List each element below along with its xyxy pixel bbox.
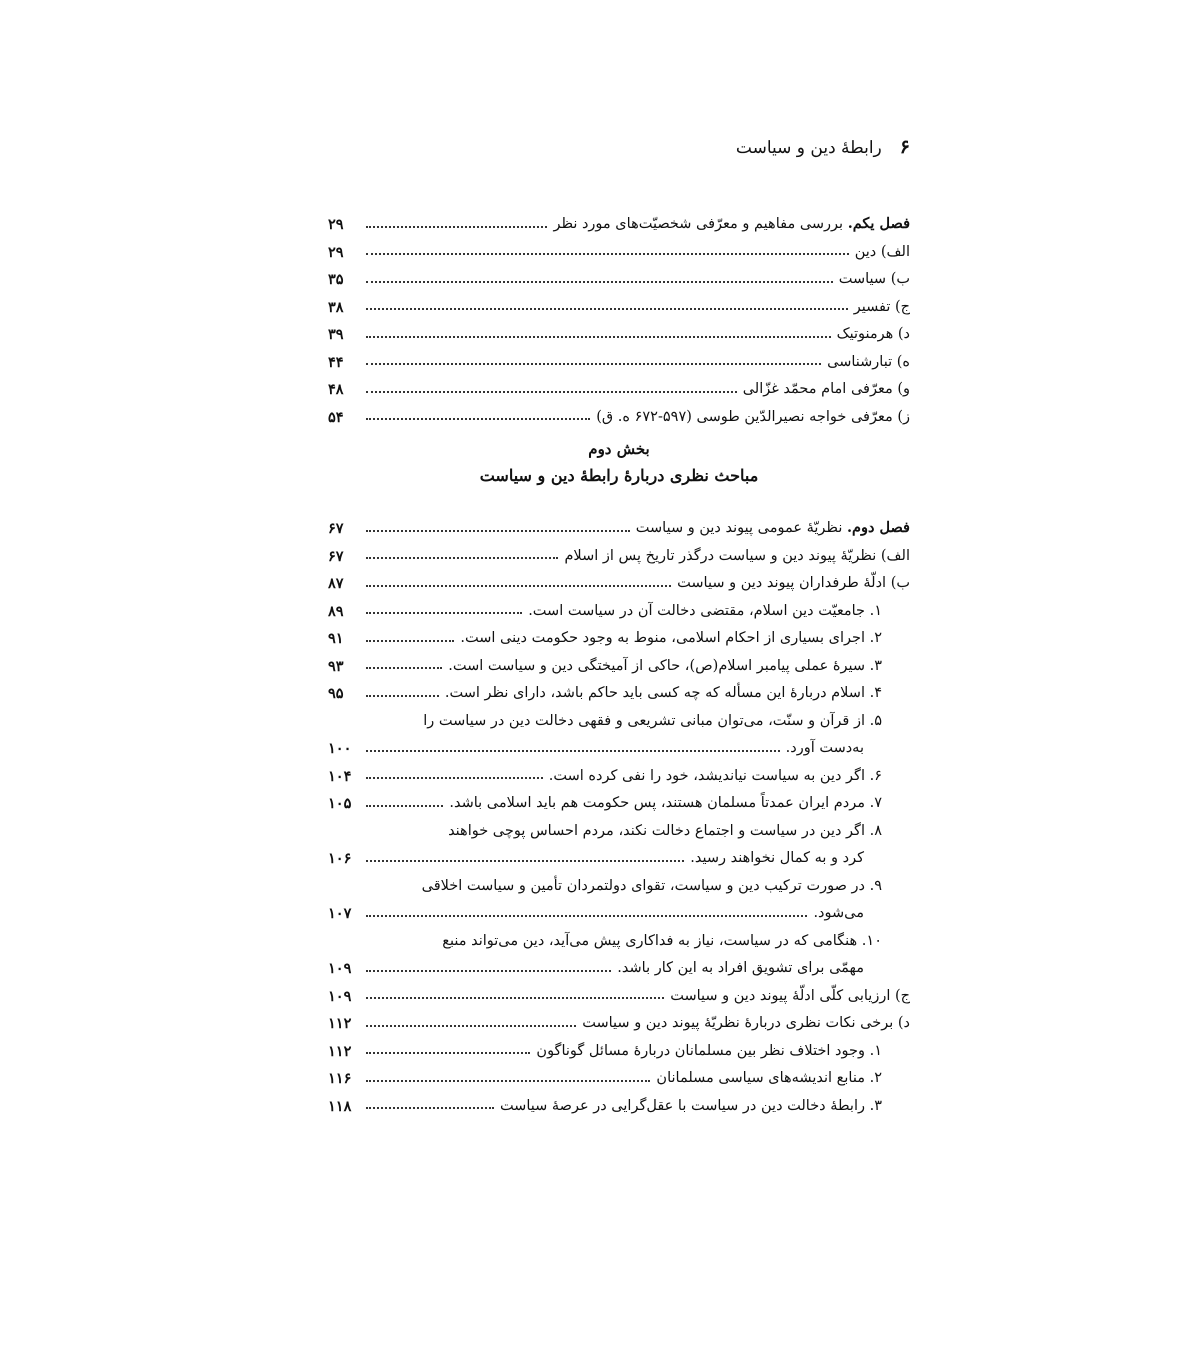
entry-text: ۴. اسلام دربارهٔ این مسأله که چه کسی باید حاکم باشد، دارای نظر است. bbox=[444, 685, 882, 702]
toc-entry[interactable] bbox=[328, 371, 910, 399]
part-2-heading bbox=[328, 440, 910, 494]
toc-entry[interactable] bbox=[328, 785, 910, 813]
entry-text: ۱. وجود اختلاف نظر بین مسلمانان دربارهٔ مسائل گوناگون bbox=[536, 1042, 882, 1059]
chapter-label: فصل یکم. bbox=[847, 215, 910, 233]
toc-entry[interactable] bbox=[328, 399, 910, 427]
leader-dots bbox=[366, 777, 543, 779]
page-ref: ۴۴ bbox=[328, 353, 344, 371]
toc-chapter-2[interactable] bbox=[328, 510, 910, 538]
toc-entry[interactable] bbox=[328, 1060, 910, 1088]
page-ref: ۱۰۵ bbox=[328, 795, 352, 813]
toc-entry-continuation[interactable] bbox=[328, 950, 910, 978]
leader-dots bbox=[366, 363, 821, 365]
leader-dots bbox=[366, 281, 833, 283]
leader-dots bbox=[366, 585, 671, 587]
entry-text: ۸. اگر دین در سیاست و اجتماع دخالت نکند، مردم احساس پوچی خواهند bbox=[448, 822, 882, 839]
leader-dots bbox=[366, 667, 442, 669]
entry-text: ۱۰. هنگامی که در سیاست، نیاز به فداکاری پیش می‌آید، دین می‌تواند منبع bbox=[442, 932, 882, 949]
entry-text: ۱. جامعیّت دین اسلام، مقتضی دخالت آن در سیاست است. bbox=[528, 602, 882, 619]
part-title: بخش دوم bbox=[588, 440, 650, 458]
entry-text: د) هرمنوتیک bbox=[836, 326, 910, 343]
leader-dots bbox=[366, 253, 849, 255]
toc-entry[interactable] bbox=[328, 703, 910, 731]
leader-dots bbox=[366, 997, 664, 999]
leader-dots bbox=[366, 695, 439, 697]
leader-dots bbox=[366, 1052, 530, 1054]
toc-entry[interactable] bbox=[328, 868, 910, 896]
page-ref: ۱۰۹ bbox=[328, 960, 352, 978]
toc-entry[interactable] bbox=[328, 620, 910, 648]
entry-text: ۲. منابع اندیشه‌های سیاسی مسلمانان bbox=[656, 1070, 882, 1087]
toc-entry[interactable] bbox=[328, 316, 910, 344]
entry-text: ب) سیاست bbox=[838, 271, 910, 288]
leader-dots bbox=[366, 530, 630, 532]
page-ref: ۳۹ bbox=[328, 326, 344, 344]
page-ref: ۳۵ bbox=[328, 271, 344, 289]
leader-dots bbox=[366, 1025, 576, 1027]
entry-text: ج) ارزیابی کلّی ادلّهٔ پیوند دین و سیاست bbox=[670, 987, 910, 1004]
toc-entry[interactable] bbox=[328, 565, 910, 593]
entry-text: د) برخی نکات نظری دربارهٔ نظریّهٔ پیوند دین و سیاست bbox=[582, 1015, 910, 1032]
part-subtitle: مباحث نظری دربارهٔ رابطهٔ دین و سیاست bbox=[479, 466, 759, 485]
toc-entry[interactable] bbox=[328, 234, 910, 262]
leader-dots bbox=[366, 391, 737, 393]
entry-text: ه) تبارشناسی bbox=[827, 353, 910, 370]
running-title: رابطهٔ دین و سیاست bbox=[735, 138, 882, 158]
toc-entry[interactable] bbox=[328, 1033, 910, 1061]
page-ref: ۶۷ bbox=[328, 547, 344, 565]
entry-text: مهمّی برای تشویق افراد به این کار باشد. bbox=[617, 960, 864, 977]
entry-text: ۹. در صورت ترکیب دین و سیاست، تقوای دولتمردان تأمین و سیاست اخلاقی bbox=[421, 877, 882, 894]
toc-entry-continuation[interactable] bbox=[328, 730, 910, 758]
entry-text: ۷. مردم ایران عمدتاً مسلمان هستند، پس حکومت هم باید اسلامی باشد. bbox=[449, 795, 882, 812]
toc-entry[interactable] bbox=[328, 648, 910, 676]
chapter-label: فصل دوم. bbox=[846, 519, 910, 537]
leader-dots bbox=[366, 226, 547, 228]
page-ref: ۱۰۶ bbox=[328, 850, 352, 868]
leader-dots bbox=[366, 336, 831, 338]
entry-text: ۳. رابطهٔ دخالت دین در سیاست با عقل‌گرایی در عرصهٔ سیاست bbox=[499, 1097, 882, 1114]
entry-text: ج) تفسیر bbox=[853, 298, 910, 315]
page-ref: ۹۳ bbox=[328, 657, 344, 675]
entry-text: ۳. سیرهٔ عملی پیامبر اسلام(ص)، حاکی از آمیختگی دین و سیاست است. bbox=[448, 657, 882, 674]
toc-entry[interactable] bbox=[328, 261, 910, 289]
chapter-title: نظریّهٔ عمومی پیوند دین و سیاست bbox=[635, 520, 843, 537]
leader-dots bbox=[366, 805, 443, 807]
page-ref: ۱۰۴ bbox=[328, 767, 352, 785]
entry-text: ۵. از قرآن و سنّت، می‌توان مبانی تشریعی و فقهی دخالت دین در سیاست را bbox=[423, 712, 882, 729]
leader-dots bbox=[366, 860, 684, 862]
entry-text: و) معرّفی امام محمّد غزّالی bbox=[742, 381, 910, 398]
toc-part-2 bbox=[328, 510, 910, 1115]
toc-entry[interactable] bbox=[328, 289, 910, 317]
page-ref: ۱۰۹ bbox=[328, 987, 352, 1005]
toc-entry[interactable] bbox=[328, 538, 910, 566]
toc-part-1 bbox=[328, 206, 910, 426]
toc-entry[interactable] bbox=[328, 813, 910, 841]
leader-dots bbox=[366, 970, 611, 972]
leader-dots bbox=[366, 418, 590, 420]
leader-dots bbox=[366, 557, 558, 559]
page-ref: ۱۰۷ bbox=[328, 905, 352, 923]
page-ref: ۲۹ bbox=[328, 243, 344, 261]
toc-entry-continuation[interactable] bbox=[328, 840, 910, 868]
toc-entry[interactable] bbox=[328, 923, 910, 951]
page-ref: ۶۷ bbox=[328, 520, 344, 538]
leader-dots bbox=[366, 308, 848, 310]
entry-text: ز) معرّفی خواجه نصیرالدّین طوسی (۵۹۷-۶۷۲ ه. ق) bbox=[596, 408, 910, 425]
page-ref: ۹۵ bbox=[328, 685, 344, 703]
leader-dots bbox=[366, 915, 807, 917]
toc-entry[interactable] bbox=[328, 675, 910, 703]
toc-entry[interactable] bbox=[328, 1005, 910, 1033]
page-ref: ۱۱۸ bbox=[328, 1097, 352, 1115]
page-ref: ۳۸ bbox=[328, 298, 344, 316]
page-number: ۶ bbox=[899, 136, 910, 158]
page-ref: ۹۱ bbox=[328, 630, 344, 648]
page-ref: ۱۱۲ bbox=[328, 1015, 352, 1033]
page-ref: ۱۱۲ bbox=[328, 1042, 352, 1060]
entry-text: ب) ادلّهٔ طرفداران پیوند دین و سیاست bbox=[677, 575, 910, 592]
toc-entry[interactable] bbox=[328, 1088, 910, 1116]
page-ref: ۱۱۶ bbox=[328, 1070, 352, 1088]
toc-entry[interactable] bbox=[328, 978, 910, 1006]
entry-text: الف) دین bbox=[854, 243, 910, 260]
entry-text: الف) نظریّهٔ پیوند دین و سیاست درگذر تاریخ پس از اسلام bbox=[564, 547, 910, 564]
toc-entry-continuation[interactable] bbox=[328, 895, 910, 923]
entry-text: به‌دست آورد. bbox=[785, 740, 864, 757]
entry-text: می‌شود. bbox=[813, 905, 864, 922]
toc-chapter-1[interactable] bbox=[328, 206, 910, 234]
entry-text: کرد و به کمال نخواهند رسید. bbox=[690, 850, 864, 867]
entry-text: ۲. اجرای بسیاری از احکام اسلامی، منوط به وجود حکومت دینی است. bbox=[460, 630, 882, 647]
page-ref: ۸۷ bbox=[328, 575, 344, 593]
page-ref: ۲۹ bbox=[328, 216, 344, 234]
chapter-title: بررسی مفاهیم و معرّفی شخصیّت‌های مورد نظر bbox=[553, 216, 844, 233]
leader-dots bbox=[366, 640, 454, 642]
toc-entry[interactable] bbox=[328, 344, 910, 372]
page-ref: ۵۴ bbox=[328, 408, 344, 426]
running-header bbox=[736, 136, 910, 158]
page-ref: ۱۰۰ bbox=[328, 740, 352, 758]
leader-dots bbox=[366, 750, 780, 752]
toc-entry[interactable] bbox=[328, 758, 910, 786]
leader-dots bbox=[366, 1080, 650, 1082]
entry-text: ۶. اگر دین به سیاست نیاندیشد، خود را نفی کرده است. bbox=[548, 767, 882, 784]
leader-dots bbox=[366, 1107, 494, 1109]
toc-entry[interactable] bbox=[328, 593, 910, 621]
leader-dots bbox=[366, 612, 522, 614]
page-ref: ۴۸ bbox=[328, 381, 344, 399]
page-ref: ۸۹ bbox=[328, 602, 344, 620]
